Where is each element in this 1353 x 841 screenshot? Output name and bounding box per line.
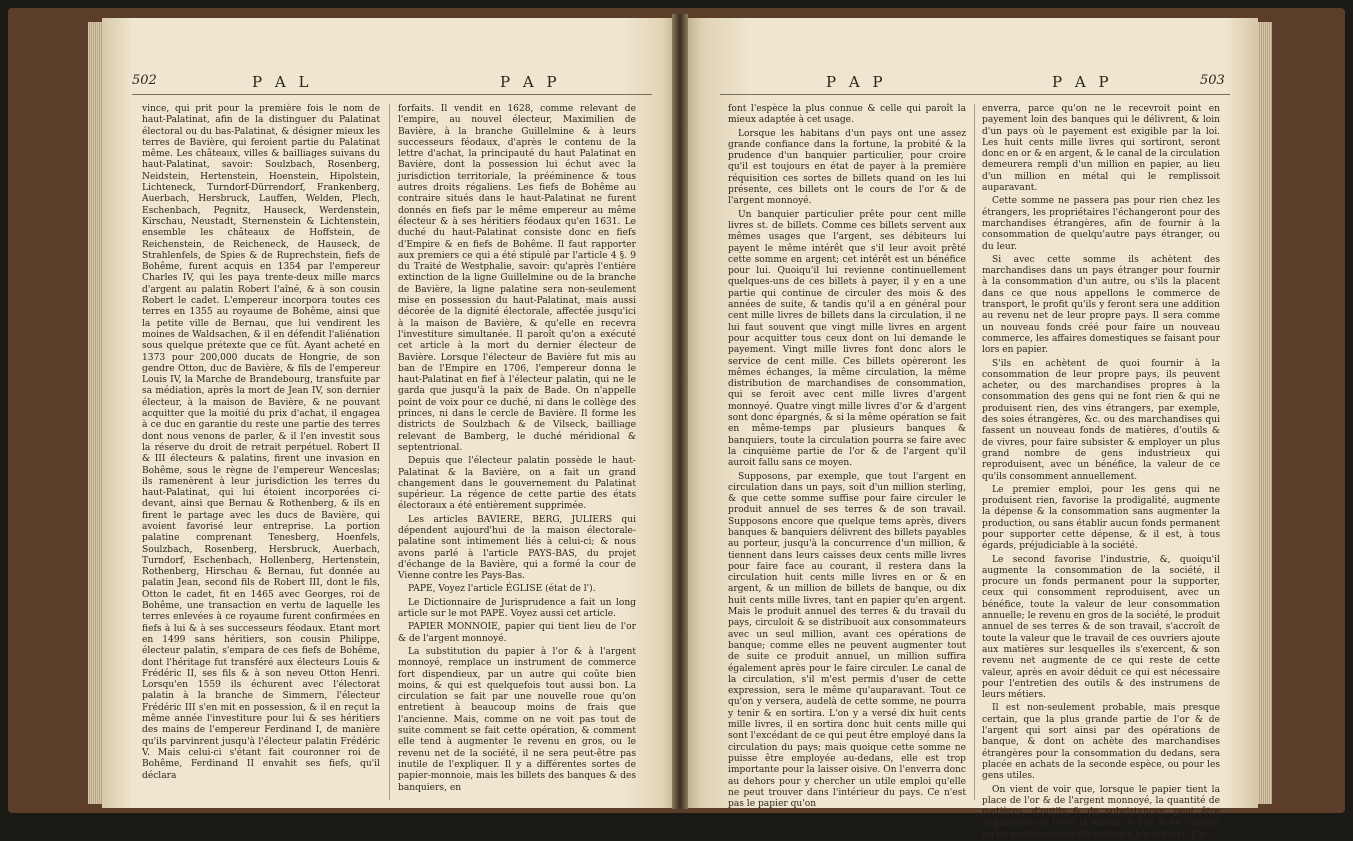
page-edges-right <box>1258 22 1272 804</box>
running-head-left: P A P <box>826 73 887 91</box>
running-head-left: P A L <box>252 73 313 91</box>
text-column-2 <box>982 104 1220 840</box>
column-divider <box>389 104 390 800</box>
paragraph: Un banquier particulier prête pour cent mille livres st. de billets. Comme ces billets servent aux mêmes usages que l'argent, ses débiteurs lui payent le même intérêt que s'il leur avoit prêté cette somme en argent; cet intérêt est un bénéfice pour lui. Quoiqu'il lui revienne continuellement quelques-uns de ces billets à payer, il y en a une partie qui continue de circuler des mois & des années de suite, & tandis qu'il a en général pour cent mille livres de billets dans la circulation, il ne lui faut souvent que vingt mille livres en argent pour acquitter tous ceux dont on lui demande le payement. Vingt mille livres font donc alors le service de cent mille. Ces billets opèreront les mêmes échanges, la même circulation, la même distribution de marchandises de consommation, qui se feroit avec cent mille livres d'argent monnoyé. Quatre vingt mille livres d'or & d'argent sont donc épargnés, & si la même opération se fait en même-temps par plusieurs banques & banquiers, toute la circulation pourra se faire avec la cinquième partie de l'or & de l'argent qu'il auroit fallu sans ce moyen. <box>728 209 966 469</box>
entry-papier-monnoie: PAPIER MONNOIE, papier qui tient lieu de l'or & de l'argent monnoyé. <box>398 622 636 644</box>
header-rule <box>132 94 652 95</box>
running-head-right: P A P <box>500 73 561 91</box>
page-edges-left <box>88 22 102 804</box>
right-page <box>680 18 1258 840</box>
column-divider <box>974 104 975 800</box>
paragraph: font l'espèce la plus connue & celle qui paroît la mieux adaptée à cet usage. <box>728 104 966 126</box>
paragraph: S'ils en achètent de quoi fournir à la consommation de leur propre pays, ils peuvent acheter, ou des marchandises propres à la consommation des gens qui ne font rien & qui ne produisent rien, des vins étrangers, par exemple, des soies étrangères, &c. ou des marchandises qui fassent un nouveau fonds de matières, d'outils & de vivres, pour faire subsister & employer un plus grand nombre de gens industrieux qui reproduisent, avec un bénéfice, la valeur de ce qu'ils consomment annuellement. <box>982 358 1220 482</box>
text-column-2 <box>398 104 636 800</box>
entry-pape: PAPE, Voyez l'article ÉGLISE (état de l'). <box>408 584 596 595</box>
page-number: 503 <box>1200 73 1225 88</box>
page-number: 502 <box>132 73 157 88</box>
paragraph: Supposons, par exemple, que tout l'argent en circulation dans un pays, soit d'un million sterling, & que cette somme suffise pour faire circuler le produit annuel de ses terres & de son travail. Supposons encore que quelque tems après, divers banques & banquiers délivrent des billets payables au porteur, jusqu'à la concurrence d'un million, & tiennent dans leurs caisses deux cents mille livres pour faire face au courant, il restera dans la circulation huit cents mille livres en or & en argent, & un million de billets de banque, ou dix huit cents mille livres, tant en papier qu'en argent. Mais le produit annuel des terres & du travail du pays, circuloit & se distribuoit aux consommateurs avec un seul million, avant ces opérations de banque; comme elles ne peuvent augmenter tout de suite ce produit annuel, un million suffira également après pour le faire circuler. Le canal de la circulation, s'il m'est permis d'user de cette expression, sera le même qu'auparavant. Tout ce qu'on y versera, audelà de cette somme, ne pourra y tenir & en sortira. L'on y a versé dix huit cents mille livres, il en sortira donc huit cents mille qui sont l'excédant de ce qui peut être employé dans la circulation du pays; mais quoique cette somme ne puisse être employée au-dedans, elle est trop importante pour la laisser oisive. On l'enverra donc au dehors pour y chercher un utile emploi qu'elle ne peut trouver dans l'intérieur du pays. Ce n'est pas le papier qu'on <box>728 471 966 810</box>
paragraph: Le second favorise l'industrie, &, quoiqu'il augmente la consommation de la société, il procure un fonds permanent pour la supporter, ceux qui consomment reproduisent, avec un bénéfice, toute la valeur de leur consommation annuelle; le revenu en gros de la société, le produit annuel de ses terres & de son travail, s'accroît de toute la valeur que le travail de ces ouvriers ajoute aux matières sur lesquelles ils s'exercent, & son revenu net augmente de ce qui reste de cette valeur, après en avoir déduit ce qui est nécessaire pour l'entretien des outils & des instrumens de leurs métiers. <box>982 554 1220 701</box>
paragraph: Cette somme ne passera pas pour rien chez les étrangers, les propriétaires l'échangeront pour des marchandises étrangères, afin de fournir à la consommation de quelqu'autre pays étranger, ou du leur. <box>982 196 1220 252</box>
paragraph: enverra, parce qu'on ne le recevroit point en payement loin des banques qui le délivrent, & loin d'un pays où le payement est exigible par la loi. Les huit cents mille livres qui sortiront, seront donc en or & en argent, & le canal de la circulation demeurera rempli d'un million en papier, au lieu d'un million en métal qui le remplissoit auparavant. <box>982 104 1220 194</box>
text-column-1 <box>142 104 380 800</box>
left-page <box>102 18 680 808</box>
book-gutter <box>672 14 688 809</box>
paragraph: Les articles BAVIERE, BERG, JULIERS qui dépendent aujourd'hui de la maison électorale-palatine sont intimement liés à celui-ci; & nous avons parlé à l'article PAYS-BAS, du projet d'échange de la Bavière, qui a formé la cour de Vienne contre les Pays-Bas. <box>398 514 636 582</box>
paragraph: vince, qui prit pour la première fois le nom de haut-Palatinat, afin de la distinguer du Palatinat électoral ou du bas-Palatinat, & désigner mieux les terres de Bavière, qui feroient partie du Palatinat même. Les châteaux, villes & bailliages suivans du haut-Palatinat, savoir: Soulzbach, Rosenberg, Neidstein, Hertenstein, Hoenstein, Hipolstein, Lichteneck, Turndorf-Dürrendorf, Frankenberg, Auerbach, Hersbruck, Lauffen, Welden, Plech, Eschenbach, Pegnitz, Hauseck, Werdenstein, Kirschau, Neustadt, Sternenstein & Lichtenstein, ensemble les châteaux de Hoffstein, de Reichenstein, de Reicheneck, de Hauseck, de Strahlenfels, de Spies & de Ruprechstein, fiefs de Bohême, furent acquis en 1354 par l'empereur Charles IV, qui les paya trente-deux mille marcs d'argent au palatin Robert l'aîné, & à son cousin Robert le cadet. L'empereur incorpora toutes ces terres en 1355 au royaume de Bohême, ainsi que la petite ville de Bernau, que lui vendirent les moines de Waldsachen, & il en défendit l'aliénation sous quelque prétexte que ce fût. Ayant acheté en 1373 pour 200,000 ducats de Hongrie, de son gendre Otton, duc de Bavière, & fils de l'empereur Louis IV, la Marche de Brandebourg, transfuite par sa médiation, après la mort de Jean IV, son dernier électeur, à la maison de Bavière, & ne pouvant acquitter que la moitié du prix d'achat, il engagea à ce duc en garantie du reste une partie des terres dont nous venons de parler, & il l'en investit sous la réserve du droit de retrait perpétuel. Robert II & III électeurs & palatins, firent une invasion en Bohême, sous le règne de l'empereur Wenceslas; ils ramenèrent à leur jurisdiction les terres du haut-Palatinat, qui lui étoient incorporées ci-devant, ainsi que Bernau & Rothenberg, & ils en firent le partage avec les ducs de Bavière, qui avoient favorisé leur entreprise. La portion palatine comprenant Tenesberg, Hoenfels, Soulzbach, Rosenberg, Hersbruck, Auerbach, Turndorf, Eschenbach, Hollenberg, Hertenstein, Rothenberg, Hirschau & Bernau, fut donnée au palatin Jean, second fils de Robert III, dont le fils, Otton le cadet, fit en 1465 avec Georges, roi de Bohême, une transaction en vertu de laquelle les terres enlevées à ce royaume furent confirmées en fiefs à lui & à ses successeurs féodaux. Etant mort en 1499 sans héritiers, son cousin Philippe, électeur palatin, s'empara de ces fiefs de Bohême, dont l'héritage fut transféré aux électeurs Louis & Frédéric II, ses fils & à son neveu Otton Henri. Lorsqu'en 1559 ils échurent avec l'électorat palatin à la branche de Simmern, l'électeur Frédéric III s'en mit en possession, & il en reçut la même année l'investiture pour lui & ses héritiers des mains de l'empereur Ferdinand I, de manière qu'ils parvinrent jusqu'à l'électeur palatin Frédéric V. Mais celui-ci s'étant fait couronner roi de Bohême, Ferdinand II envahit ses fiefs, qu'il déclara <box>142 104 380 781</box>
paragraph: Le premier emploi, pour les gens qui ne produisent rien, favorise la prodigalité, augmente la dépense & la consommation sans augmenter la production, ou sans établir aucun fonds permanent pour supporter cette dépense, & il est, à tous égards, préjudiciable à la société. <box>982 484 1220 552</box>
paragraph: On vient de voir que, lorsque le papier tient la place de l'or & de l'argent monnoyé, la quantité de matières, d'outils & de subsistances, peut être augmentée de toute la valeur de l'or & de l'argent qu'on avoit coutume de mettre à les acheter. L'o- <box>982 784 1220 840</box>
paragraph: Depuis que l'électeur palatin possède le haut-Palatinat & la Bavière, on a fait un grand changement dans le gouvernement du Palatinat supérieur. La régence de cette partie des états électoraux a été entièrement supprimée. <box>398 456 636 512</box>
paragraph: forfaits. Il vendit en 1628, comme relevant de l'empire, au nouvel électeur, Maximilien de Bavière, à la branche Guillelmine & à leurs successeurs féodaux, d'après le contenu de la lettre d'achat, la principauté du haut Palatinat en Bavière, dont la possession lui échut avec la jurisdiction territoriale, la prééminence & tous autres droits régaliens. Les fiefs de Bohême au contraire situés dans le haut-Palatinat ne furent donnés en fiefs par le même empereur au même électeur & à ses héritiers féodaux qu'en 1631. Le duché du haut-Palatinat consiste donc en fiefs d'Empire & en fiefs de Bohême. Il faut rapporter aux premiers ce qui a été stipulé par l'article 4 §. 9 du Traité de Westphalie, savoir: qu'après l'entière extinction de la ligne Guillelmine ou de la branche de Bavière, la ligne palatine sera non-seulement mise en possession du haut-Palatinat, mais aussi décorée de la dignité électorale, affectée jusqu'ici à la maison de Bavière, & qu'elle en recevra l'investiture simultanée. Il paroît qu'on a exécuté cet article à la mort du dernier électeur de Bavière. Lorsque l'électeur de Bavière fut mis au ban de l'Empire en 1706, l'empereur donna le haut-Palatinat en fief à l'électeur palatin, qui ne le garda que jusqu'à la paix de Bade. On n'appelle point de voix pour ce duché, ni dans le collège des princes, ni dans le cercle de Bavière. Il forme les districts de Soulzbach & de Vilseck, bailliage relevant de Bamberg, le duché méridional & septentrional. <box>398 104 636 453</box>
running-head-right: P A P <box>1052 73 1113 91</box>
paragraph: Il est non-seulement probable, mais presque certain, que la plus grande partie de l'or & de l'argent qui sort ainsi par des opérations de banque, & dont on achète des marchandises étrangères pour la consommation du dedans, sera placée en achats de la seconde espèce, ou pour les gens utiles. <box>982 703 1220 782</box>
paragraph: Si avec cette somme ils achètent des marchandises dans un pays étranger pour fournir à la consommation d'un autre, ou s'ils la placent dans ce que nous appellons le commerce de transport, le profit qu'ils y feront sera une addition au revenu net de leur propre pays. Il sera comme un nouveau fonds créé pour faire un nouveau commerce, les affaires domestiques se faisant pour lors en papier. <box>982 254 1220 356</box>
paragraph: La substitution du papier à l'or & à l'argent monnoyé, remplace un instrument de commerce fort dispendieux, par un autre qui coûte bien moins, & qui est quelquefois tout aussi bon. La circulation se fait par une nouvelle roue qu'on entretient à beaucoup moins de frais que l'ancienne. Mais, comme on ne voit pas tout de suite comment se fait cette opération, & comment elle tend à augmenter le revenu en gros, ou le revenu net de la société, il ne sera peut-être pas inutile de l'expliquer. Il y a différentes sortes de papier-monnoie, mais les billets des banques & des banquiers, en <box>398 646 636 793</box>
header-rule <box>720 94 1230 95</box>
paragraph: Le Dictionnaire de Jurisprudence a fait un long article sur le mot PAPE. Voyez aussi cet article. <box>398 597 636 620</box>
text-column-1 <box>728 104 966 810</box>
paragraph: Lorsque les habitans d'un pays ont une assez grande confiance dans la fortune, la probité & la prudence d'un banquier particulier, pour croire qu'il est toujours en état de payer à la première réquisition ces sortes de billets quand on les lui présente, ces billets ont le cours de l'or & de l'argent monnoyé. <box>728 128 966 207</box>
